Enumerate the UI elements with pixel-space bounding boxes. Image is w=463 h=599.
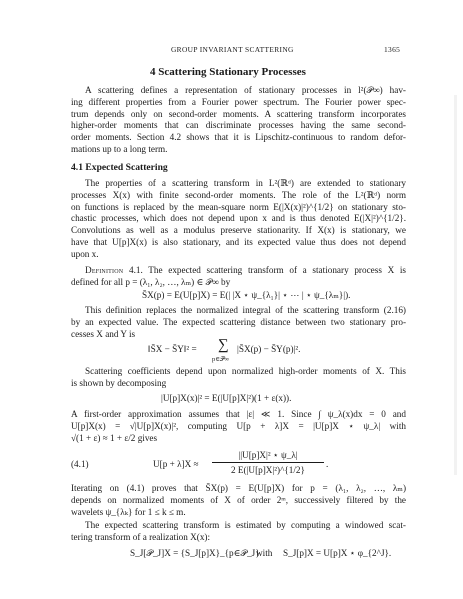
- text-line: depends on normalized moments of X of order 2ᵐ, successively filtered by the: [71, 494, 406, 505]
- text-line: A scattering defines a representation of stationary processes in l²(𝒫∞) hav-: [85, 85, 406, 95]
- text-line: √(1 + ε) ≈ 1 + ε/2 gives: [71, 432, 158, 443]
- fraction-bar: [212, 462, 324, 463]
- intro-paragraph: [71, 85, 406, 156]
- equation-tag: (4.1): [71, 459, 89, 469]
- text-line: The expected scattering transform is estimated by computing a windowed scat-: [85, 520, 406, 530]
- text-line: processes X(x) with finite second-order moments. The role of the L²(ℝᵈ) norm: [71, 189, 406, 200]
- text-line: defined for all p = (λ₁, λ₂, …, λₘ) ∈ 𝒫∞ by: [71, 276, 231, 287]
- paragraph-windowed: [71, 520, 406, 544]
- equation-41-lhs: U[p + λ]X ≈: [153, 459, 199, 469]
- paragraph-approximation: [71, 409, 406, 444]
- definition-label: Definition: [85, 265, 124, 275]
- text-line: ing different properties from a Fourier power spectrum. The Fourier power spec-: [71, 96, 406, 107]
- fraction-numerator: ||U[p]X|² ⋆ ψ_λ|: [238, 450, 298, 460]
- paragraph-moments: [71, 366, 406, 390]
- running-title: GROUP INVARIANT SCATTERING: [171, 45, 294, 54]
- text-line: Iterating on (4.1) proves that S̄X(p) = E(U[p]X) for p = (λ₁, λ₂, …, λₘ): [71, 483, 406, 493]
- summation-symbol: ∑: [218, 337, 229, 353]
- equation-decomposition: |U[p]X(x)|² = E(|U[p]X|²)(1 + ε(x)).: [161, 393, 292, 403]
- text-line: order moments. Section 4.2 shows that it is Lipschitz-continuous to random defor-: [71, 132, 406, 143]
- equation-windowed-left: S_J[𝒫_J]X = {S_J[p]X}_{p∈𝒫_J}: [130, 548, 260, 558]
- equation-distance-rhs: |S̄X(p) − S̄Y(p)|².: [237, 344, 301, 354]
- text-line: by an expected value. The expected scattering distance between two stationary pro-: [71, 316, 406, 327]
- text-line: have that U[p]X(x) is also stationary, and its expected value thus does not depend: [71, 236, 406, 247]
- equation-distance-lhs: ‖S̄X − S̄Y‖² =: [148, 344, 197, 354]
- definition-block: [71, 265, 406, 289]
- section-title: 4 Scattering Stationary Processes: [150, 66, 306, 78]
- equation-41-end: .: [326, 459, 329, 469]
- page-number: 1365: [384, 45, 401, 54]
- paragraph-iteration: [71, 483, 406, 518]
- text-line: tering transform of a realization X(x):: [71, 531, 211, 542]
- text-line: is shown by decomposing: [71, 377, 167, 388]
- text-line: Scattering coefficients depend upon normalized high-order moments of X. This: [85, 366, 406, 376]
- text-line: wavelets ψ_{λₖ} for 1 ≤ k ≤ m.: [71, 506, 186, 517]
- equation-expected-scattering: S̄X(p) = E(U[p]X) = E(| |X ⋆ ψ_{λ₁}| ⋆ ⋯ | ⋆ ψ_{λₘ}|).: [142, 290, 351, 300]
- subsection-title: 4.1 Expected Scattering: [71, 162, 168, 173]
- text-line: cesses X and Y is: [71, 328, 136, 339]
- text-line: upon x.: [71, 248, 99, 259]
- text-line: Convolutions as well as a modulus preserve stationarity. If X(x) is stationary, we: [71, 225, 406, 236]
- text-line: trum depends only on second-order moments. A scattering transform incorporates: [71, 108, 406, 119]
- definition-line: [71, 265, 406, 277]
- summation-index: p∈𝒫∞: [212, 356, 230, 363]
- definition-text: The expected scattering transform of a stationary process X is: [148, 265, 407, 275]
- paragraph-distance: [71, 305, 406, 340]
- text-line: The properties of a scattering transform in L²(ℝᵈ) are extended to stationary: [85, 178, 406, 188]
- text-line: A first-order approximation assumes that |ε| ≪ 1. Since ∫ ψ_λ(x)dx = 0 and: [71, 409, 406, 419]
- equation-windowed-connector: with: [256, 548, 273, 558]
- text-line: mations up to a long term.: [71, 143, 168, 154]
- text-line: This definition replaces the normalized integral of the scattering transform (2.16): [85, 305, 406, 315]
- text-line: higher-order moments that can discriminate processes having the same second-: [71, 120, 406, 131]
- equation-windowed-right: S_J[p]X = U[p]X ⋆ φ_{2^J}.: [283, 548, 392, 558]
- paragraph-properties: [71, 178, 406, 261]
- text-line: on functions is replaced by the mean-square norm E(|X(x)|²)^{1/2} on stationary sto-: [71, 201, 406, 212]
- text-line: U[p]X(x) = √|U[p]X(x)|², computing U[p + λ]X = |U[p]X ⋆ ψ_λ| with: [71, 420, 406, 431]
- text-line: chastic processes, which does not depend upon x and is thus denoted E(|X|²)^{1/2}.: [71, 213, 406, 224]
- fraction-denominator: 2 E(|U[p]X|²)^{1/2}: [231, 465, 305, 475]
- definition-number: 4.1.: [128, 265, 143, 275]
- page-edge-shadow: [454, 95, 457, 475]
